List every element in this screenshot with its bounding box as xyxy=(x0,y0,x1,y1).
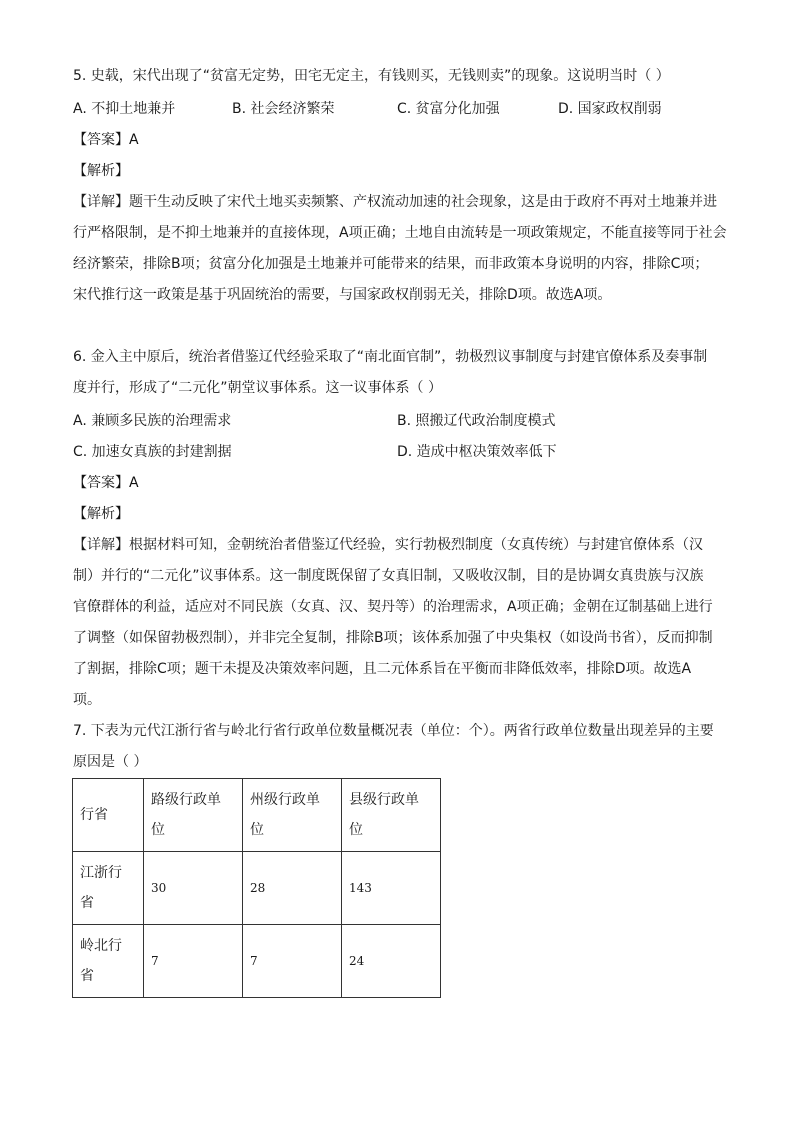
table-row-header: 岭北行 省 xyxy=(73,925,144,998)
q6-option-a: A. 兼顾多民族的治理需求 xyxy=(73,413,232,429)
q5-detail-line: 行严格限制，是不抑土地兼并的直接体现，A项正确；土地自由流转是一项政策规定，不能直接等同于社会 xyxy=(73,225,727,241)
q7-stem-line: 7. 下表为元代江浙行省与岭北行省行政单位数量概况表（单位：个）。两省行政单位数量出现差异的主要 xyxy=(73,723,714,739)
q5-analysis-label: 【解析】 xyxy=(73,163,129,179)
q6-detail-line: 项。 xyxy=(73,692,101,708)
q6-answer: 【答案】A xyxy=(73,475,139,491)
table-cell: 7 xyxy=(243,925,342,998)
q6-option-c: C. 加速女真族的封建割据 xyxy=(73,444,232,460)
table-header-cell: 路级行政单 位 xyxy=(144,779,243,852)
table-header-cell: 行省 xyxy=(73,779,144,852)
table-header-row xyxy=(73,779,441,852)
q6-option-b: B. 照搬辽代政治制度模式 xyxy=(397,413,556,429)
q6-detail-line: 了调整（如保留勃极烈制），并非完全复制，排除B项；该体系加强了中央集权（如设尚书省），反而抑制 xyxy=(73,630,713,646)
table-row-header: 江浙行 省 xyxy=(73,852,144,925)
q7-stem-line: 原因是（ ） xyxy=(73,754,148,770)
q5-option-b: B. 社会经济繁荣 xyxy=(232,101,335,117)
table-cell: 30 xyxy=(144,852,243,925)
q5-option-a: A. 不抑土地兼并 xyxy=(73,101,176,117)
table-row xyxy=(73,852,441,925)
q6-detail-line: 【详解】根据材料可知，金朝统治者借鉴辽代经验，实行勃极烈制度（女真传统）与封建官僚体系（汉 xyxy=(73,537,703,553)
table-row xyxy=(73,925,441,998)
q6-detail-line: 制）并行的“二元化”议事体系。这一制度既保留了女真旧制，又吸收汉制，目的是协调女真贵族与汉族 xyxy=(73,568,704,584)
table-header-cell: 县级行政单 位 xyxy=(342,779,441,852)
q5-option-c: C. 贫富分化加强 xyxy=(397,101,500,117)
q6-stem-line: 6. 金入主中原后，统治者借鉴辽代经验采取了“南北面官制”，勃极烈议事制度与封建官僚体系及奏事制 xyxy=(73,349,708,365)
table-cell: 7 xyxy=(144,925,243,998)
q5-detail-line: 【详解】题干生动反映了宋代土地买卖频繁、产权流动加速的社会现象，这是由于政府不再对土地兼并进 xyxy=(73,194,717,210)
q6-analysis-label: 【解析】 xyxy=(73,506,129,522)
q6-stem-line: 度并行，形成了“二元化”朝堂议事体系。这一议事体系（ ） xyxy=(73,380,442,396)
q5-option-d: D. 国家政权削弱 xyxy=(558,101,662,117)
q5-detail-line: 宋代推行这一政策是基于巩固统治的需要，与国家政权削弱无关，排除D项。故选A项。 xyxy=(73,287,612,303)
q5-detail-line: 经济繁荣，排除B项；贫富分化加强是土地兼并可能带来的结果，而非政策本身说明的内容，排除C项； xyxy=(73,256,709,272)
table-cell: 24 xyxy=(342,925,441,998)
table-cell: 28 xyxy=(243,852,342,925)
q6-detail-line: 官僚群体的利益，适应对不同民族（女真、汉、契丹等）的治理需求，A项正确；金朝在辽制基础上进行 xyxy=(73,599,713,615)
table-cell: 143 xyxy=(342,852,441,925)
q5-answer: 【答案】A xyxy=(73,132,139,148)
q6-option-d: D. 造成中枢决策效率低下 xyxy=(397,444,557,460)
table-header-cell: 州级行政单 位 xyxy=(243,779,342,852)
q6-detail-line: 了割据，排除C项；题干未提及决策效率问题，且二元体系旨在平衡而非降低效率，排除D项。故选A xyxy=(73,661,692,677)
admin-units-table xyxy=(72,778,441,998)
q5-stem: 5. 史载，宋代出现了“贫富无定势，田宅无定主，有钱则买，无钱则卖”的现象。这说明当时（ ） xyxy=(73,68,670,84)
